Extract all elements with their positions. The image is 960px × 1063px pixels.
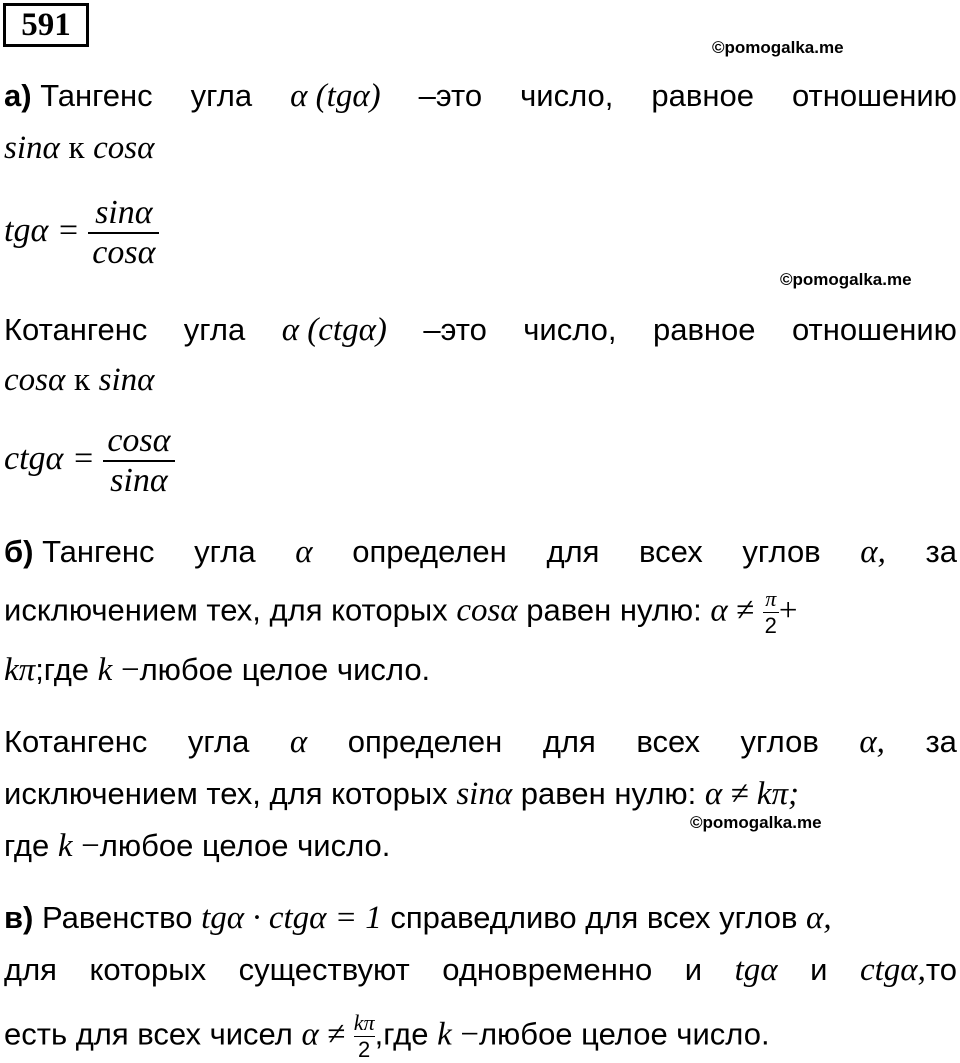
watermark-1: ©pomogalka.me: [712, 38, 844, 57]
b-line-1: б) Тангенс угла α определен для всех углов α, за: [4, 534, 957, 570]
b-line-3: kπ;где k −любое целое число.: [4, 652, 431, 688]
v-line-2: для которых существуют одновременно и tgα и ctgα,то: [4, 952, 957, 988]
a-line-4: cosα к sinα: [4, 362, 155, 398]
tangent-formula: tgα = $\frac{\sin\alpha}{\cos\alpha}$: [4, 194, 159, 272]
a-line-1: а) Тангенс угла α (tgα) –это число, равное отношению: [4, 78, 957, 114]
watermark-2: ©pomogalka.me: [780, 270, 912, 289]
problem-number: 591: [3, 3, 89, 47]
a-line-2: sinα к cosα: [4, 130, 155, 166]
watermark-3: ©pomogalka.me: [690, 813, 822, 832]
b-line-6: где k −любое целое число.: [4, 828, 391, 864]
b-line-4: Котангенс угла α определен для всех углов α, за: [4, 724, 957, 760]
b-line-5: исключением тех, для которых sinα равен нулю: α ≠ kπ;: [4, 776, 799, 812]
b-line-2: исключением тех, для которых cosα равен нулю: α ≠ $\frac{\pi}{2}$ +: [4, 586, 798, 638]
a-line-3: Котангенс угла α (ctgα) –это число, равное отношению: [4, 312, 957, 348]
v-line-3: есть для всех чисел α ≠ $\frac{k\pi}{2}$ ,где k −любое целое число.: [4, 1010, 770, 1062]
v-line-1: в) Равенство tgα · ctgα = 1 справедливо для всех углов α,: [4, 900, 832, 936]
cotangent-formula: ctgα = $\frac{\cos\alpha}{\sin\alpha}$: [4, 422, 175, 500]
